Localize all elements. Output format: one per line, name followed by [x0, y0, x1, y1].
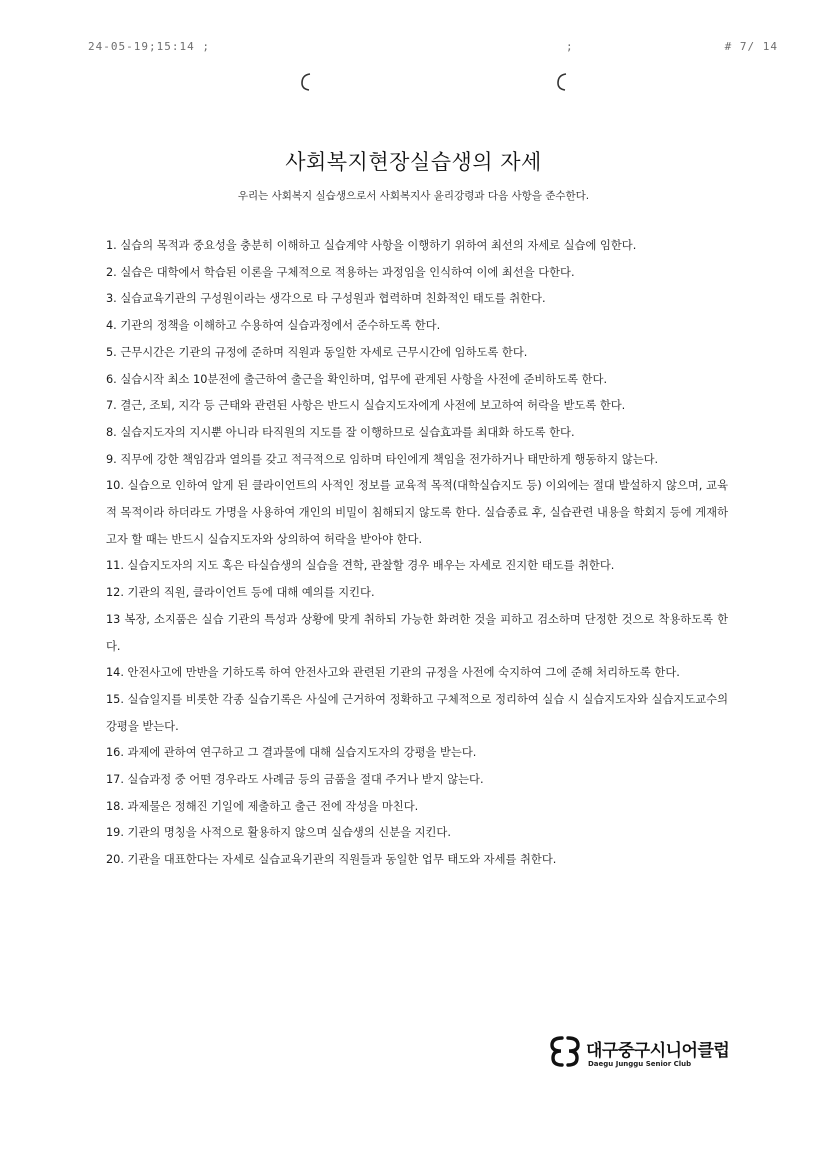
- rule-item: 9. 직무에 강한 책임감과 열의를 갖고 적극적으로 임하며 타인에게 책임을 전가하거나 태만하게 행동하지 않는다.: [106, 452, 659, 466]
- rule-item: 16. 과제에 관하여 연구하고 그 결과물에 대해 실습지도자의 강평을 받는다.: [106, 746, 477, 760]
- club-name-english: Daegu Junggu Senior Club: [588, 1060, 692, 1068]
- rule-item: 13 복장, 소지품은 실습 기관의 특성과 상황에 맞게 취하되 가능한 화려한 것을 피하고 검소하며 단정한 것으로 착용하도록 한다.: [106, 612, 728, 653]
- fax-timestamp: 24-05-19;15:14 ;: [88, 40, 210, 53]
- punch-hole-left-icon: [299, 72, 313, 92]
- rule-item: 18. 과제물은 정해진 기일에 제출하고 출근 전에 작성을 마친다.: [106, 799, 419, 813]
- rule-item: 8. 실습지도자의 지시뿐 아니라 타직원의 지도를 잘 이행하므로 실습효과를 최대화 하도록 한다.: [106, 425, 575, 439]
- fax-page-number: # 7/ 14: [724, 40, 778, 53]
- rule-item: 1. 실습의 목적과 중요성을 충분히 이해하고 실습계약 사항을 이행하기 위하여 최선의 자세로 실습에 임한다.: [106, 239, 637, 252]
- document-subtitle: 우리는 사회복지 실습생으로서 사회복지사 윤리강령과 다음 사항을 준수한다.: [237, 190, 590, 202]
- rule-item: 17. 실습과정 중 어떤 경우라도 사례금 등의 금품을 절대 주거나 받지 않는다.: [106, 773, 484, 787]
- rule-item: 20. 기관을 대표한다는 자세로 실습교육기관의 직원들과 동일한 업무 태도와 자세를 취한다.: [106, 853, 557, 867]
- club-logo: [548, 1034, 748, 1078]
- rule-item: 19. 기관의 명칭을 사적으로 활용하지 않으며 실습생의 신분을 지킨다.: [106, 826, 451, 840]
- rule-item: 10. 실습으로 인하여 알게 된 클라이언트의 사적인 정보를 교육적 목적(대학실습지도 등) 이외에는 절대 발설하지 않으며, 교육적 목적이라 하더라도 가명을 사용하여 개인의 비밀이 침해되지 않도록 한다. 실습종료 후, 실습관련 내용을 학회지 등에 게재하고자 할 때는 반드시 실습지도자와 상의하여 허락을 받아야 한다.: [106, 479, 728, 546]
- rule-item: 5. 근무시간은 기관의 규정에 준하며 직원과 동일한 자세로 근무시간에 임하도록 한다.: [106, 345, 528, 359]
- punch-hole-right-icon: [555, 72, 569, 92]
- club-name: 대구중구시니어클럽: [586, 1041, 730, 1061]
- fax-separator: ;: [566, 40, 573, 53]
- rules-list: [106, 233, 728, 874]
- rule-item: 14. 안전사고에 만반을 기하도록 하여 안전사고와 관련된 기관의 규정을 사전에 숙지하여 그에 준해 처리하도록 한다.: [106, 666, 680, 680]
- rule-item: 2. 실습은 대학에서 학습된 이론을 구체적으로 적용하는 과정임을 인식하여 이에 최선을 다한다.: [106, 265, 575, 279]
- rule-item: 3. 실습교육기관의 구성원이라는 생각으로 타 구성원과 협력하며 친화적인 태도를 취한다.: [106, 292, 546, 306]
- rule-item: 11. 실습지도자의 지도 혹은 타실습생의 실습을 견학, 관찰할 경우 배우는 자세로 진지한 태도를 취한다.: [106, 559, 615, 573]
- rule-item: 4. 기관의 정책을 이해하고 수용하여 실습과정에서 준수하도록 한다.: [106, 319, 441, 333]
- club-logo-icon: [548, 1034, 582, 1068]
- rule-item: 7. 결근, 조퇴, 지각 등 근태와 관련된 사항은 반드시 실습지도자에게 사전에 보고하여 허락을 받도록 한다.: [106, 399, 626, 413]
- fax-header: [88, 40, 778, 56]
- rule-item: 15. 실습일지를 비롯한 각종 실습기록은 사실에 근거하여 정확하고 구체적으로 정리하여 실습 시 실습지도자와 실습지도교수의 강평을 받는다.: [106, 692, 728, 733]
- rule-item: 12. 기관의 직원, 클라이언트 등에 대해 예의를 지킨다.: [106, 586, 375, 600]
- document-title: 사회복지현장실습생의 자세: [285, 150, 542, 174]
- rule-item: 6. 실습시작 최소 10분전에 출근하여 출근을 확인하며, 업무에 관계된 사항을 사전에 준비하도록 한다.: [106, 372, 608, 386]
